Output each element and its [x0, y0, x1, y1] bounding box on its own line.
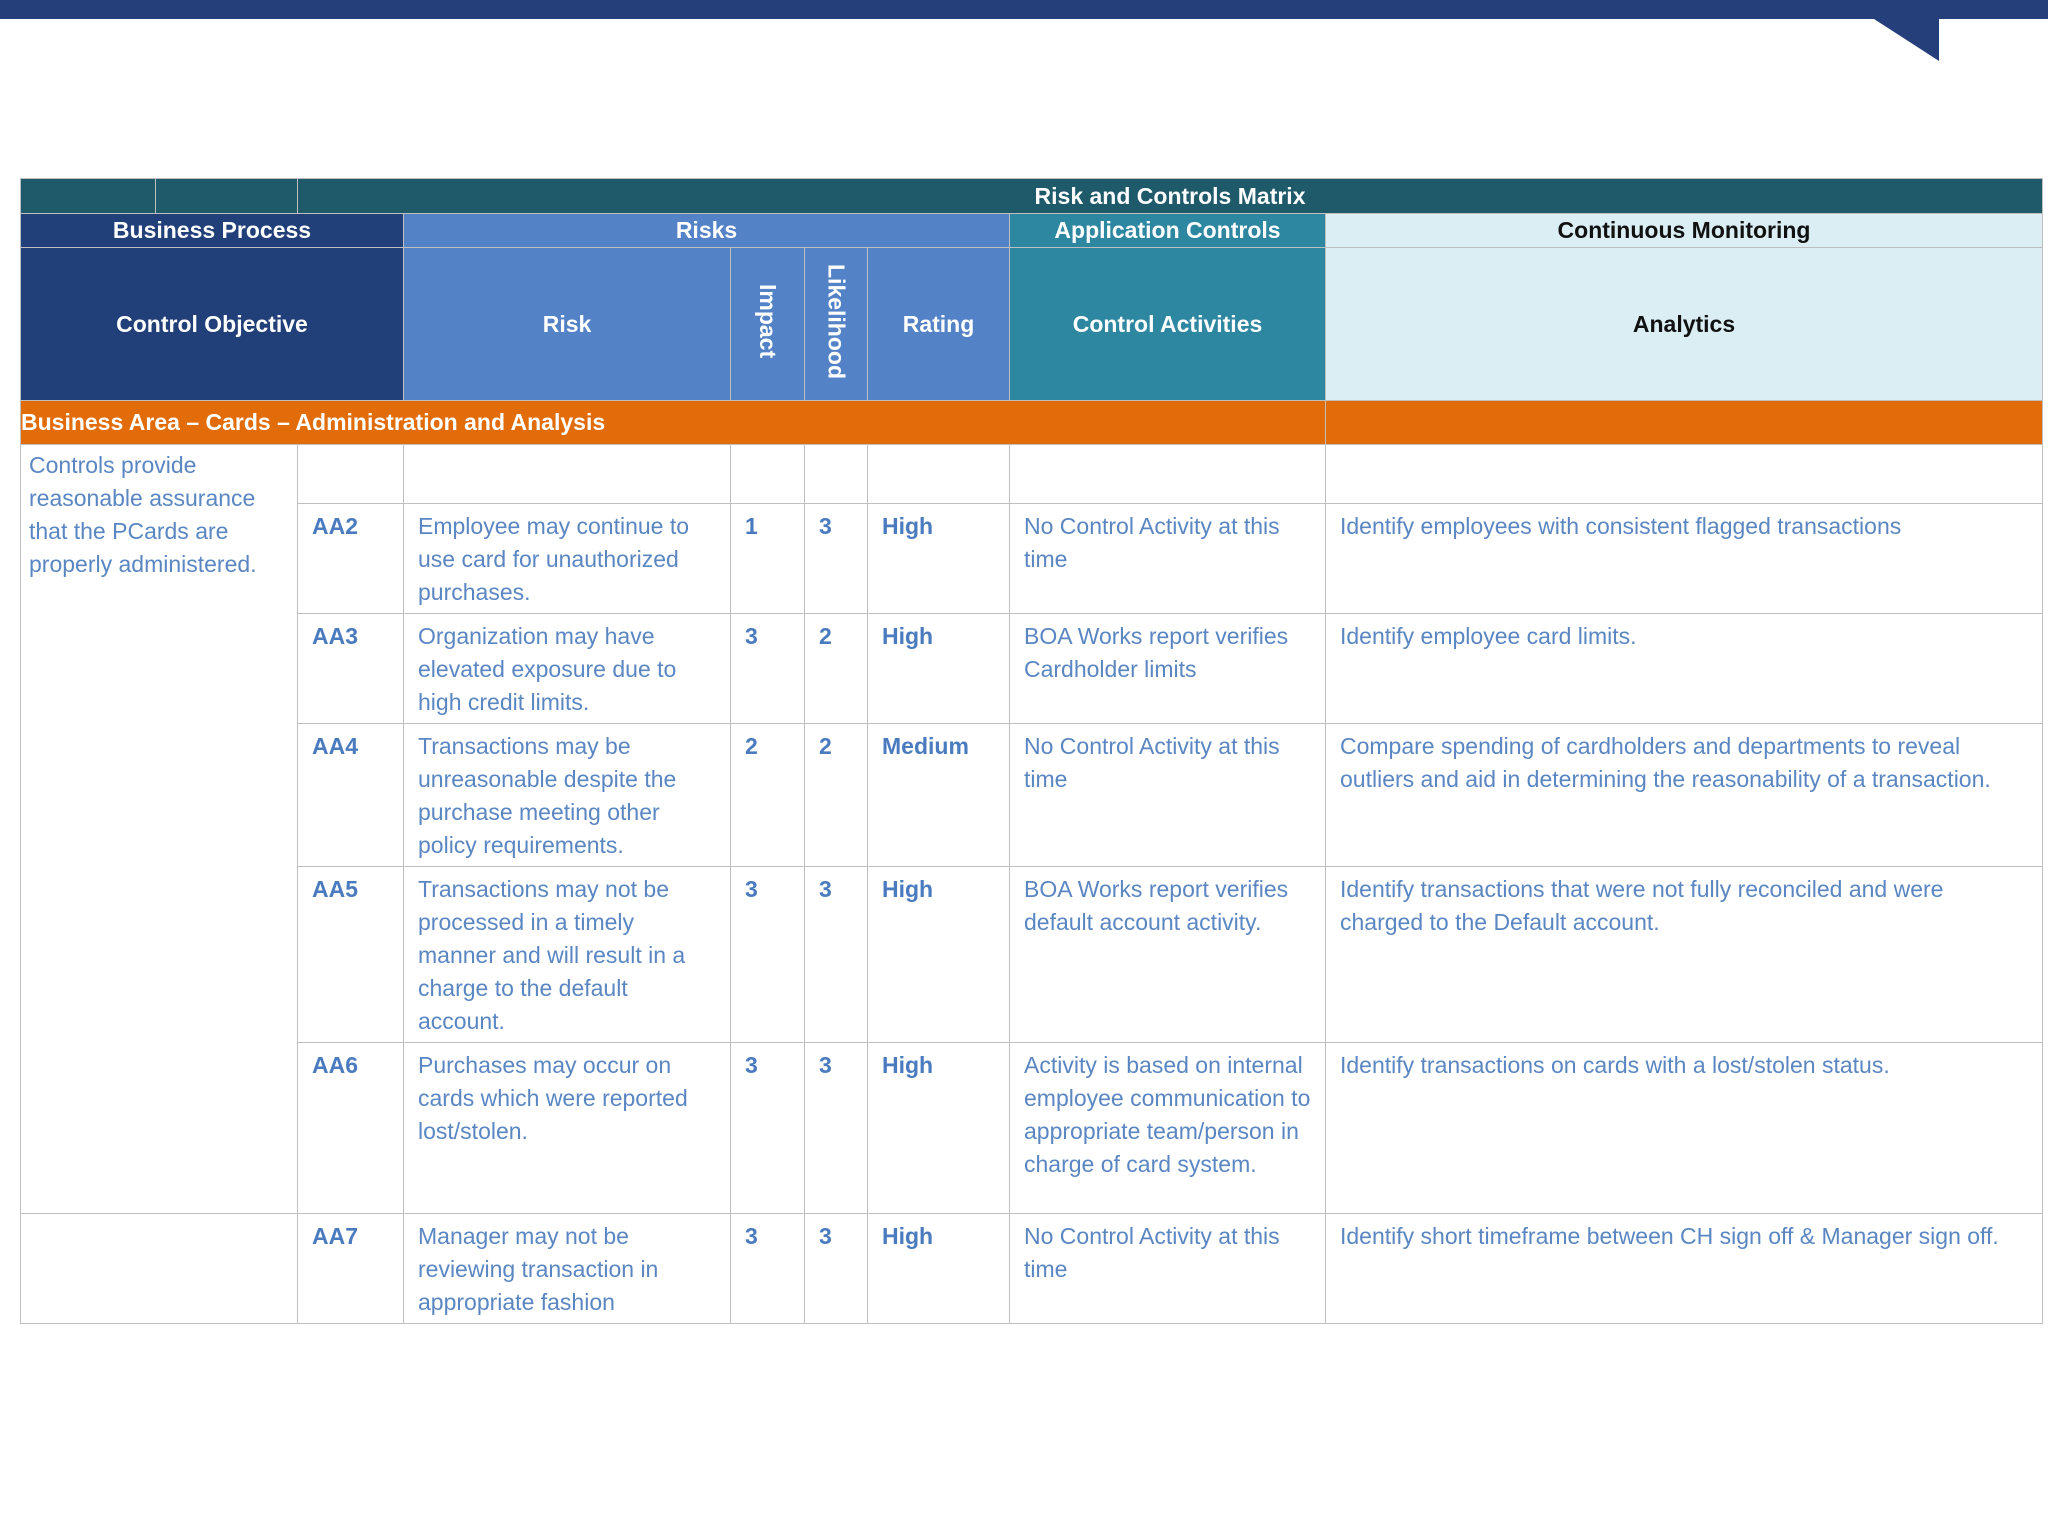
- risk-description: Transactions may be unreasonable despite the purchase meeting other policy requirements.: [404, 724, 731, 867]
- risk-id: AA2: [298, 504, 404, 614]
- group-business-process: Business Process: [21, 214, 404, 248]
- risk-id: AA4: [298, 724, 404, 867]
- risk-id: AA3: [298, 614, 404, 724]
- likelihood-value: 2: [805, 614, 868, 724]
- column-header-row: [21, 248, 2043, 401]
- table-row-blank: [21, 445, 2043, 504]
- rating-value: High: [868, 504, 1010, 614]
- impact-value: 2: [731, 724, 805, 867]
- risk-id: AA6: [298, 1043, 404, 1214]
- col-control-objective: Control Objective: [21, 248, 404, 401]
- table-cell: [298, 445, 404, 504]
- col-risk: Risk: [404, 248, 731, 401]
- title-spacer-cell: [156, 179, 298, 214]
- business-area-fill: [1326, 401, 2043, 445]
- table-row: [21, 724, 2043, 867]
- table-row: [21, 504, 2043, 614]
- col-likelihood-label: Likelihood: [823, 263, 850, 379]
- control-activity: No Control Activity at this time: [1010, 1214, 1326, 1324]
- risk-description: Manager may not be reviewing transaction in appropriate fashion: [404, 1214, 731, 1324]
- corner-tab-decoration: [1874, 19, 1939, 61]
- rating-value: High: [868, 867, 1010, 1043]
- analytics-text: Identify employees with consistent flagged transactions: [1326, 504, 2043, 614]
- likelihood-value: 3: [805, 504, 868, 614]
- table-cell: [404, 445, 731, 504]
- col-rating: Rating: [868, 248, 1010, 401]
- impact-value: 1: [731, 504, 805, 614]
- table-cell: [1326, 445, 2043, 504]
- top-banner-bar: [0, 0, 2048, 19]
- group-risks: Risks: [404, 214, 1010, 248]
- table-cell: [805, 445, 868, 504]
- table-row: [21, 1043, 2043, 1214]
- rating-value: High: [868, 1214, 1010, 1324]
- control-activity: BOA Works report verifies Cardholder limits: [1010, 614, 1326, 724]
- group-application-controls: Application Controls: [1010, 214, 1326, 248]
- risk-description: Organization may have elevated exposure due to high credit limits.: [404, 614, 731, 724]
- col-likelihood: [805, 248, 868, 401]
- risk-description: Purchases may occur on cards which were reported lost/stolen.: [404, 1043, 731, 1214]
- table-cell: [731, 445, 805, 504]
- likelihood-value: 3: [805, 1043, 868, 1214]
- control-objective-text: Controls provide reasonable assurance that the PCards are properly administered.: [21, 445, 298, 1214]
- col-impact-label: Impact: [755, 283, 781, 359]
- impact-value: 3: [731, 867, 805, 1043]
- likelihood-value: 2: [805, 724, 868, 867]
- business-area-row: [21, 401, 2043, 445]
- rating-value: High: [868, 614, 1010, 724]
- control-activity: BOA Works report verifies default account activity.: [1010, 867, 1326, 1043]
- control-activity: No Control Activity at this time: [1010, 504, 1326, 614]
- risk-description: Employee may continue to use card for unauthorized purchases.: [404, 504, 731, 614]
- group-header-row: [21, 214, 2043, 248]
- analytics-text: Identify short timeframe between CH sign off & Manager sign off.: [1326, 1214, 2043, 1324]
- impact-value: 3: [731, 1043, 805, 1214]
- likelihood-value: 3: [805, 867, 868, 1043]
- rating-value: High: [868, 1043, 1010, 1214]
- table-row: [21, 614, 2043, 724]
- col-control-activities: Control Activities: [1010, 248, 1326, 401]
- col-impact: [731, 248, 805, 401]
- table-row: [21, 1214, 2043, 1324]
- analytics-text: Identify employee card limits.: [1326, 614, 2043, 724]
- likelihood-value: 3: [805, 1214, 868, 1324]
- table-cell: [21, 1214, 298, 1324]
- business-area-label: Business Area – Cards – Administration and Analysis: [21, 401, 1326, 445]
- analytics-text: Compare spending of cardholders and departments to reveal outliers and aid in determining the reasonability of a transaction.: [1326, 724, 2043, 867]
- analytics-text: Identify transactions that were not fully reconciled and were charged to the Default account.: [1326, 867, 2043, 1043]
- table-cell: [868, 445, 1010, 504]
- control-activity: No Control Activity at this time: [1010, 724, 1326, 867]
- impact-value: 3: [731, 1214, 805, 1324]
- risk-id: AA5: [298, 867, 404, 1043]
- title-spacer-cell: [21, 179, 156, 214]
- impact-value: 3: [731, 614, 805, 724]
- matrix-title: Risk and Controls Matrix: [298, 179, 2043, 214]
- matrix-title-row: [21, 179, 2043, 214]
- group-continuous-monitoring: Continuous Monitoring: [1326, 214, 2043, 248]
- rating-value: Medium: [868, 724, 1010, 867]
- control-activity: Activity is based on internal employee communication to appropriate team/person in charge of card system.: [1010, 1043, 1326, 1214]
- risk-id: AA7: [298, 1214, 404, 1324]
- analytics-text: Identify transactions on cards with a lost/stolen status.: [1326, 1043, 2043, 1214]
- risk-description: Transactions may not be processed in a timely manner and will result in a charge to the default account.: [404, 867, 731, 1043]
- table-cell: [1010, 445, 1326, 504]
- table-row: [21, 867, 2043, 1043]
- col-analytics: Analytics: [1326, 248, 2043, 401]
- risk-controls-matrix-table: [20, 178, 2043, 1324]
